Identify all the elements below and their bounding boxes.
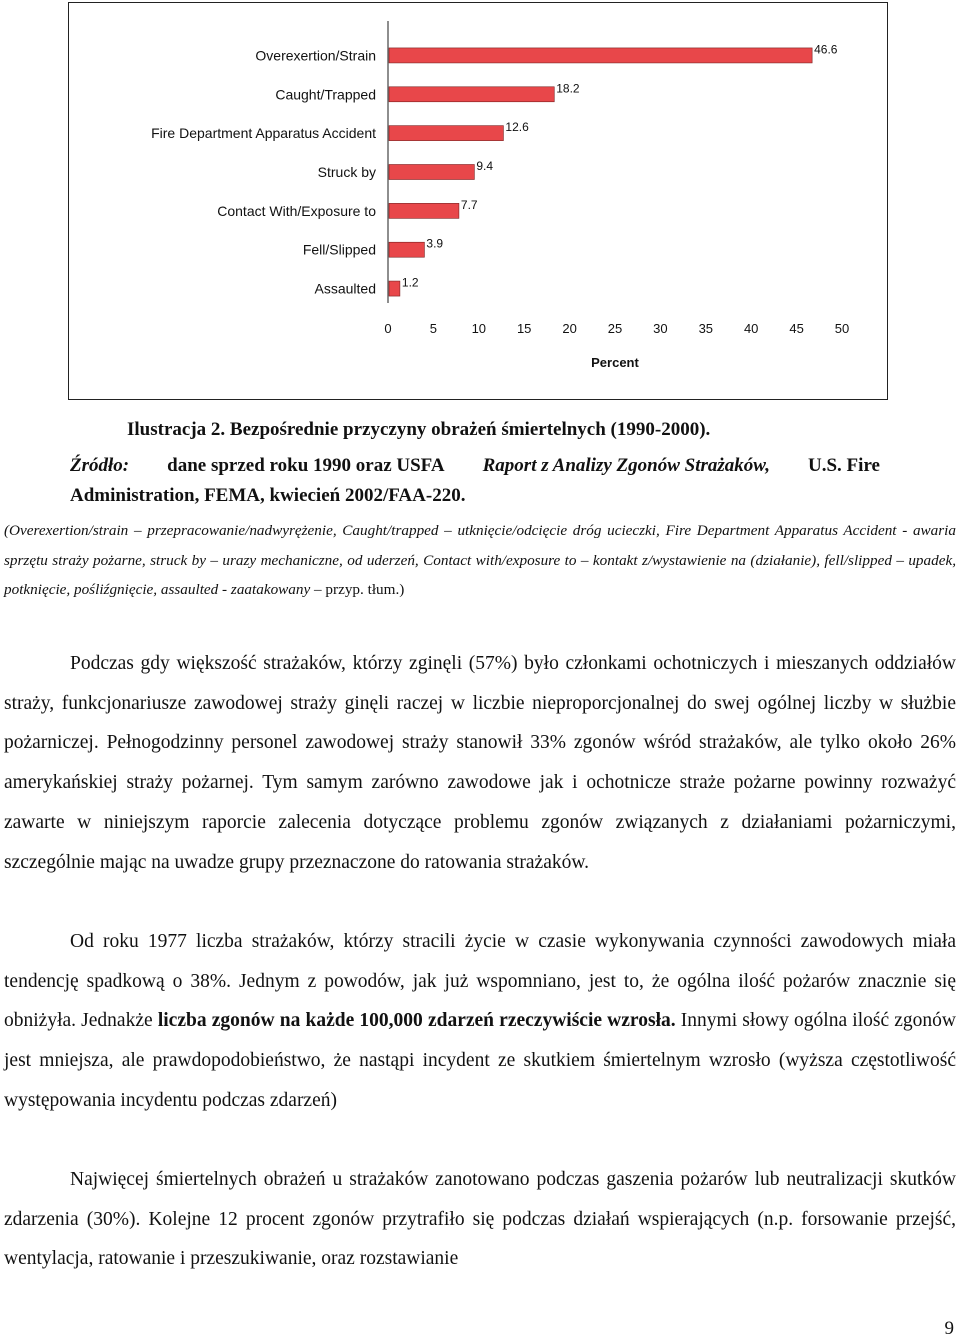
figure-caption-title: Ilustracja 2. Bezpośrednie przyczyny obrażeń śmiertelnych (1990-2000). — [127, 419, 711, 440]
x-tick-label-5: 5 — [429, 321, 438, 336]
paragraph-2-text-b: Innymi słowy ogólna ilość zgonów jest mniejsza, ale prawdopodobieństwo, że nastąpi incydent ze skutkiem śmiertelnym wzrosło (wyższa częstotliwość występowania incydentu podczas zdarzeń) — [4, 1010, 957, 1111]
value-label-5: 7.7 — [460, 197, 478, 212]
paragraph-3 — [4, 1160, 956, 1279]
bar-5 — [389, 203, 459, 218]
chart-figure — [68, 2, 888, 400]
paragraph-2-emphasis: liczba zgonów na każde 100,000 zdarzeń rzeczywiście wzrosła. — [157, 1010, 676, 1032]
translator-note — [4, 516, 956, 605]
page-number: 9 — [944, 1318, 954, 1339]
source-label: Źródło: — [70, 455, 130, 476]
note-text: (Overexertion/strain – przepracowanie/nadwyrężenie, Caught/trapped – utknięcie/odcięcie dróg ucieczki, Fire Department Apparatus Accident - awaria sprzętu straży pożarne, struck by – urazy mechaniczne, od uderzeń, Contact with/exposure to – kontakt z/wystawienie na (działanie), fell/slipped – upadek, potknięcie, pośliźgnięcie, assaulted - zaatakowany – — [4, 522, 956, 598]
bar-4 — [389, 165, 474, 180]
figure-caption-source-cont: Administration, FEMA, kwiecień 2002/FAA-220. — [70, 485, 466, 506]
source-text-b: U.S. Fire — [808, 455, 880, 476]
note-suffix: przyp. tłum.) — [325, 581, 405, 598]
x-tick-label-0: 0 — [384, 321, 392, 336]
paragraph-1-text: Podczas gdy większość strażaków, którzy zginęli (57%) było członkami ochotniczych i mieszanych oddziałów straży, funkcjonariusze zawodowej straży ginęli raczej w liczbie nieproporcjonalnej do swej ogólnej liczby w służbie pożarniczej. Pełnogodzinny personel zawodowej straży stanowił 33% zgonów wśród strażaków, ale tylko około 26% amerykańskiej straży pożarnej. Tym samym zarówno zawodowe jak i ochotnicze straże pożarne powinny rozważyć zawarte w niniejszym raporcie zalecenia dotyczące problemu zgonów związanych z działaniami pożarniczymi, szczególnie mając na uwadze grupy przeznaczone do ratowania strażaków. — [4, 653, 956, 873]
category-label-6: Fell/Slipped — [302, 241, 376, 258]
value-label-1: 46.6 — [814, 42, 838, 57]
bar-7 — [389, 281, 400, 296]
value-label-2: 18.2 — [556, 81, 580, 96]
bar-2 — [389, 87, 554, 102]
x-axis-title: Percent — [591, 355, 639, 370]
bar-3 — [389, 126, 503, 141]
x-tick-label-30: 30 — [653, 321, 668, 336]
value-label-4: 9.4 — [476, 159, 494, 173]
x-tick-label-50: 50 — [834, 321, 850, 336]
bar-chart — [69, 3, 887, 399]
bar-1 — [389, 48, 812, 63]
category-label-2: Caught/Trapped — [275, 86, 376, 103]
x-tick-label-15: 15 — [516, 321, 532, 336]
bar-6 — [389, 242, 424, 257]
category-label-7: Assaulted — [314, 280, 376, 297]
paragraph-2 — [4, 922, 956, 1121]
category-label-1: Overexertion/Strain — [255, 47, 376, 64]
category-label-5: Contact With/Exposure to — [217, 202, 376, 219]
x-tick-label-25: 25 — [607, 321, 623, 336]
category-label-4: Struck by — [317, 164, 376, 180]
x-tick-label-20: 20 — [562, 321, 577, 336]
x-tick-label-35: 35 — [698, 321, 714, 336]
category-label-3: Fire Department Apparatus Accident — [151, 125, 376, 142]
x-tick-label-40: 40 — [743, 321, 759, 336]
paragraph-2-text-a: Od roku 1977 liczba strażaków, którzy stracili życie w czasie wykonywania czynności zawodowych miała tendencję spadkową o 38%. Jednym z powodów, jak już wspomniano, jest to, że ogólna ilość pożarów znacznie się obniżyła. Jednakże — [4, 931, 956, 1032]
value-label-3: 12.6 — [505, 120, 529, 135]
x-tick-label-45: 45 — [789, 321, 804, 336]
paragraph-1 — [4, 644, 956, 882]
figure-caption-source — [70, 455, 880, 477]
paragraph-3-text: Najwięcej śmiertelnych obrażeń u strażaków zanotowano podczas gaszenia pożarów lub neutralizacji skutków zdarzenia (30%). Kolejne 12 procent zgonów przytrafiło się podczas działań wspierających (n.p. forsowanie przejść, wentylacja, ratowanie i przeszukiwanie, oraz rozstawianie — [4, 1169, 956, 1270]
source-report-title: Raport z Analizy Zgonów Strażaków, — [482, 455, 770, 476]
value-label-7: 1.2 — [401, 275, 419, 290]
x-tick-label-10: 10 — [471, 321, 487, 336]
source-text-a: dane sprzed roku 1990 oraz USFA — [167, 455, 445, 476]
value-label-6: 3.9 — [426, 236, 444, 251]
